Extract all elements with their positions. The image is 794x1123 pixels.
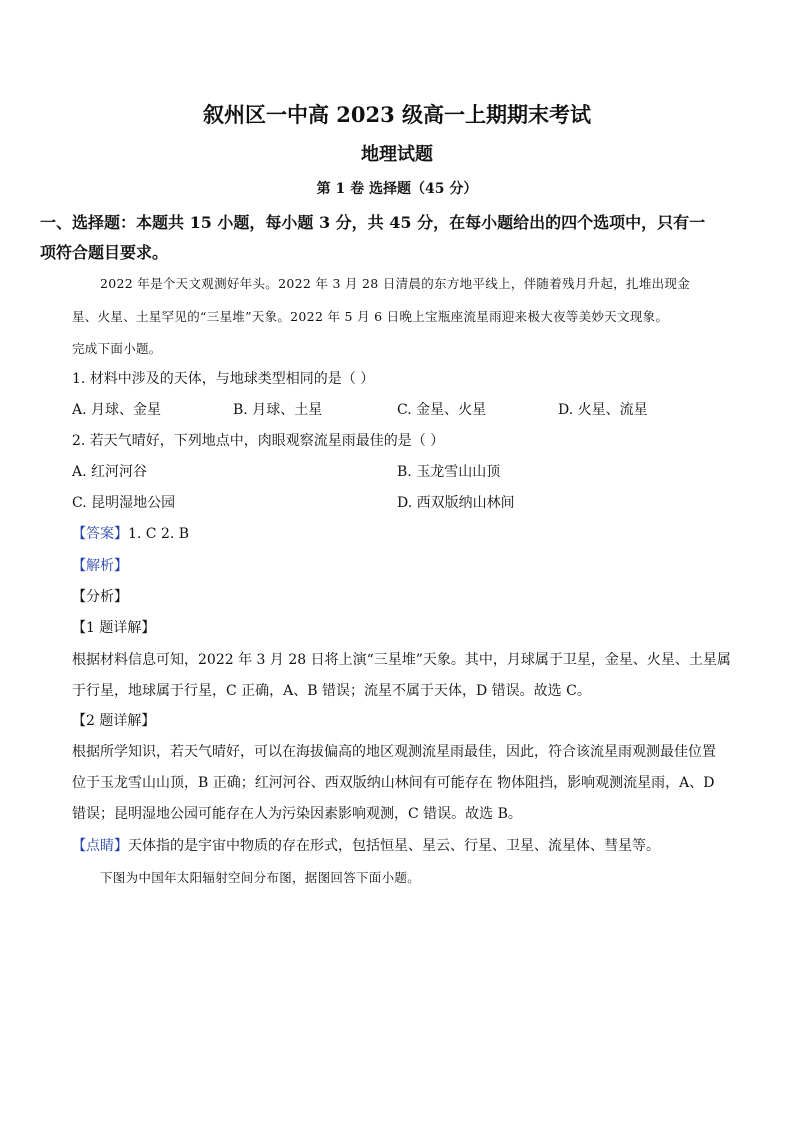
question-1-option-d: D. 火星、流星 <box>558 402 648 418</box>
material-2-text: 下图为中国年太阳辐射空间分布图，据图回答下面小题。 <box>100 870 421 885</box>
detail-2-line-3: 错误；昆明湿地公园可能存在人为污染因素影响观测，C 错误。故选 B。 <box>72 806 522 822</box>
question-1-option-c: C. 金星、火星 <box>397 402 487 418</box>
detail-2-label: 【2 题详解】 <box>72 713 156 729</box>
section-instruction-line1: 一、选择题：本题共 15 小题，每小题 3 分，共 45 分，在每小题给出的四个选项中，只有一 <box>40 213 706 232</box>
detail-1-label: 【1 题详解】 <box>72 620 156 636</box>
point-text: 天体指的是宇宙中物质的存在形式，包括恒星、星云、行星、卫星、流星体、彗星等。 <box>128 838 660 854</box>
subject-title: 地理试题 <box>361 144 433 165</box>
material-line-1: 2022 年是个天文观测好年头。2022 年 3 月 28 日清晨的东方地平线上，伴随着残月升起，扎堆出现金 <box>100 276 691 291</box>
detail-1-line-2: 于行星，地球属于行星，C 正确，A、B 错误；流星不属于天体，D 错误。故选 C。 <box>72 683 591 699</box>
exam-title: 叙州区一中高 2023 级高一上期期末考试 <box>202 102 592 127</box>
question-2-option-a: A. 红河河谷 <box>72 464 148 480</box>
question-2-option-c: C. 昆明湿地公园 <box>72 495 176 511</box>
point-row <box>72 839 660 853</box>
answer-row <box>72 527 189 541</box>
point-label: 【点睛】 <box>72 838 128 854</box>
question-2-option-b: B. 玉龙雪山山顶 <box>397 464 501 480</box>
detail-2-line-1: 根据所学知识，若天气晴好，可以在海拔偏高的地区观测流星雨最佳，因此，符合该流星雨观测最佳位置 <box>72 744 716 760</box>
answer-label: 【答案】 <box>72 526 128 542</box>
volume-title: 第 1 卷 选择题（45 分） <box>316 181 478 197</box>
detail-1-line-1: 根据材料信息可知，2022 年 3 月 28 日将上演“三星堆”天象。其中，月球属于卫星，金星、火星、土星属 <box>72 652 731 668</box>
material-line-2: 星、火星、土星罕见的“三星堆”天象。2022 年 5 月 6 日晚上宝瓶座流星雨迎来极大夜等美妙天文现象。 <box>72 309 669 324</box>
question-1-option-b: B. 月球、土星 <box>233 402 323 418</box>
material-line-3: 完成下面小题。 <box>72 341 162 356</box>
question-2-option-d: D. 西双版纳山林间 <box>397 495 515 511</box>
analysis-sub-label: 【分析】 <box>72 589 128 605</box>
section-instruction-line2: 项符合题目要求。 <box>40 243 169 262</box>
question-1-stem: 1. 材料中涉及的天体，与地球类型相同的是（ ） <box>72 371 375 387</box>
question-1-option-a: A. 月球、金星 <box>72 402 162 418</box>
answer-text: 1. C 2. B <box>128 526 190 542</box>
question-2-stem: 2. 若天气晴好，下列地点中，肉眼观察流星雨最佳的是（ ） <box>72 433 445 449</box>
detail-2-line-2: 位于玉龙雪山山顶，B 正确；红河河谷、西双版纳山林间有可能存在 物体阻挡，影响观测流星雨，A、D <box>72 775 715 791</box>
analysis-label: 【解析】 <box>72 558 128 574</box>
